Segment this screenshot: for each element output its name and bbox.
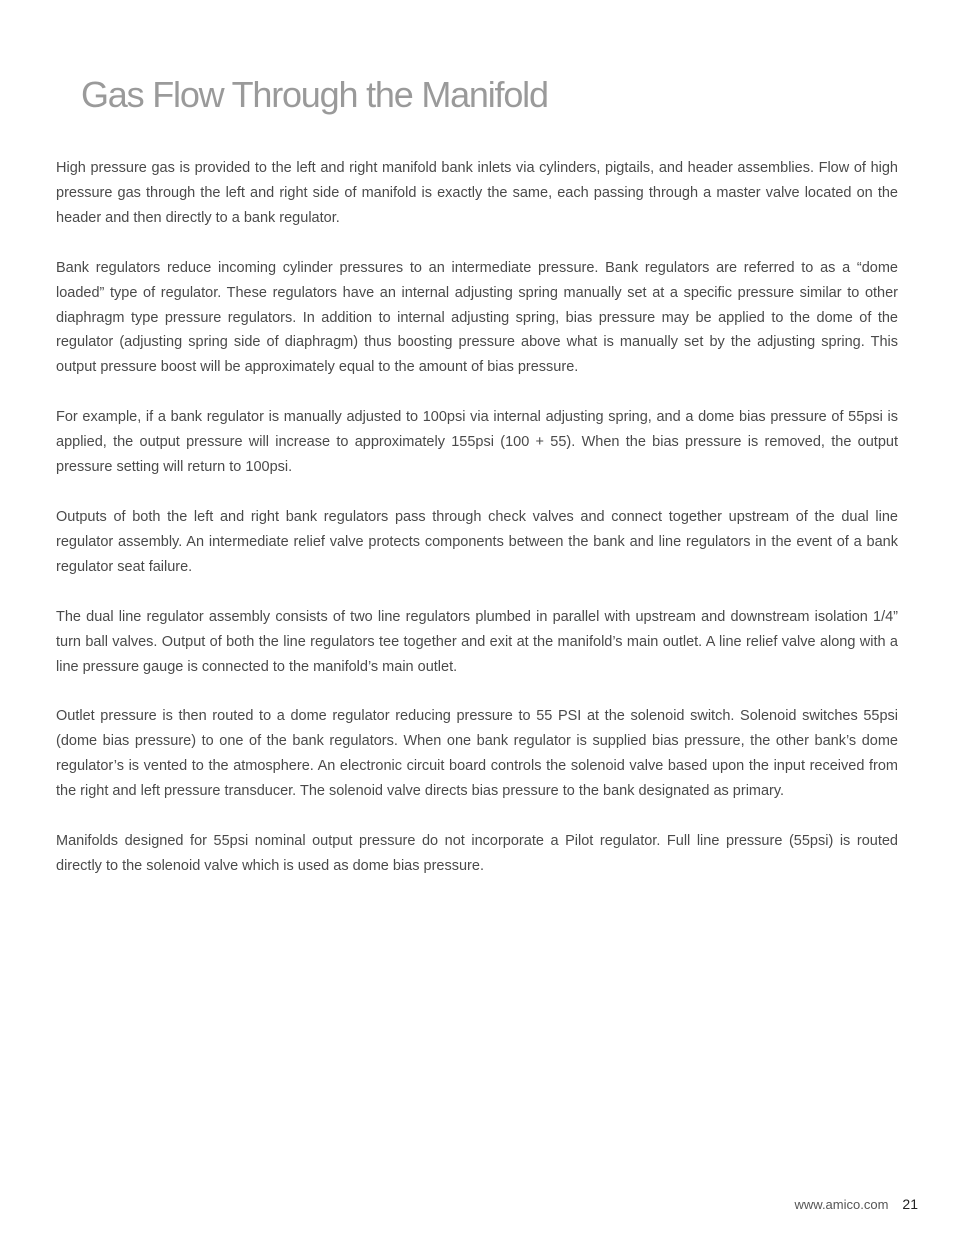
page-footer [795, 1196, 919, 1212]
paragraph-outlet-pressure: Outlet pressure is then routed to a dome regulator reducing pressure to 55 PSI at the solenoid switch. Solenoid switches 55psi (dome bias pressure) to one of the bank regulators. When one bank regulator is supplied bias pressure, the other bank’s dome regulator’s is vented to the atmosphere. An electronic circuit board controls the solenoid valve based upon the input received from the right and left pressure transducer. The solenoid valve directs bias pressure to the bank designated as primary. [56, 708, 898, 800]
page-title: Gas Flow Through the Manifold [81, 74, 548, 115]
paragraph-dual-line-regulator: The dual line regulator assembly consists of two line regulators plumbed in parallel with upstream and downstream isolation 1/4” turn ball valves. Output of both the line regulators tee together and exit at the manifold’s main outlet. A line relief valve along with a line pressure gauge is connected to the manifold’s main outlet. [56, 608, 898, 675]
footer-url[interactable]: www.amico.com [794, 1197, 889, 1212]
paragraph-example: For example, if a bank regulator is manually adjusted to 100psi via internal adjusting spring, and a dome bias pressure of 55psi is applied, the output pressure will increase to approximately 155psi (100 + 55). When the bias pressure is removed, the output pressure setting will return to 100psi. [56, 409, 898, 476]
paragraph-55psi-manifolds: Manifolds designed for 55psi nominal output pressure do not incorporate a Pilot regulator. Full line pressure (55psi) is routed directly to the solenoid valve which is used as dome bias pressure. [56, 833, 898, 874]
page-number: 21 [902, 1196, 918, 1212]
paragraph-bank-inlets: High pressure gas is provided to the left and right manifold bank inlets via cylinders, pigtails, and header assemblies. Flow of high pressure gas through the left and right side of manifold is exactly the same, each passing through a master valve located on the header and then directly to a bank regulator. [56, 160, 898, 226]
body-text [56, 156, 898, 904]
paragraph-bank-regulators: Bank regulators reduce incoming cylinder pressures to an intermediate pressure. Bank regulators are referred to as a “dome loaded” type of regulator. These regulators have an internal adjusting spring manually set at a specific pressure similar to other diaphragm type pressure regulators. In addition to internal adjusting spring, bias pressure may be applied to the dome of the regulator (adjusting spring side of diaphragm) thus boosting pressure above what is manually set by the adjusting spring. This output pressure boost will be approximately equal to the amount of bias pressure. [56, 259, 898, 376]
paragraph-check-valves: Outputs of both the left and right bank regulators pass through check valves and connect together upstream of the dual line regulator assembly. An intermediate relief valve protects components between the bank and line regulators in the event of a bank regulator seat failure. [56, 508, 898, 575]
